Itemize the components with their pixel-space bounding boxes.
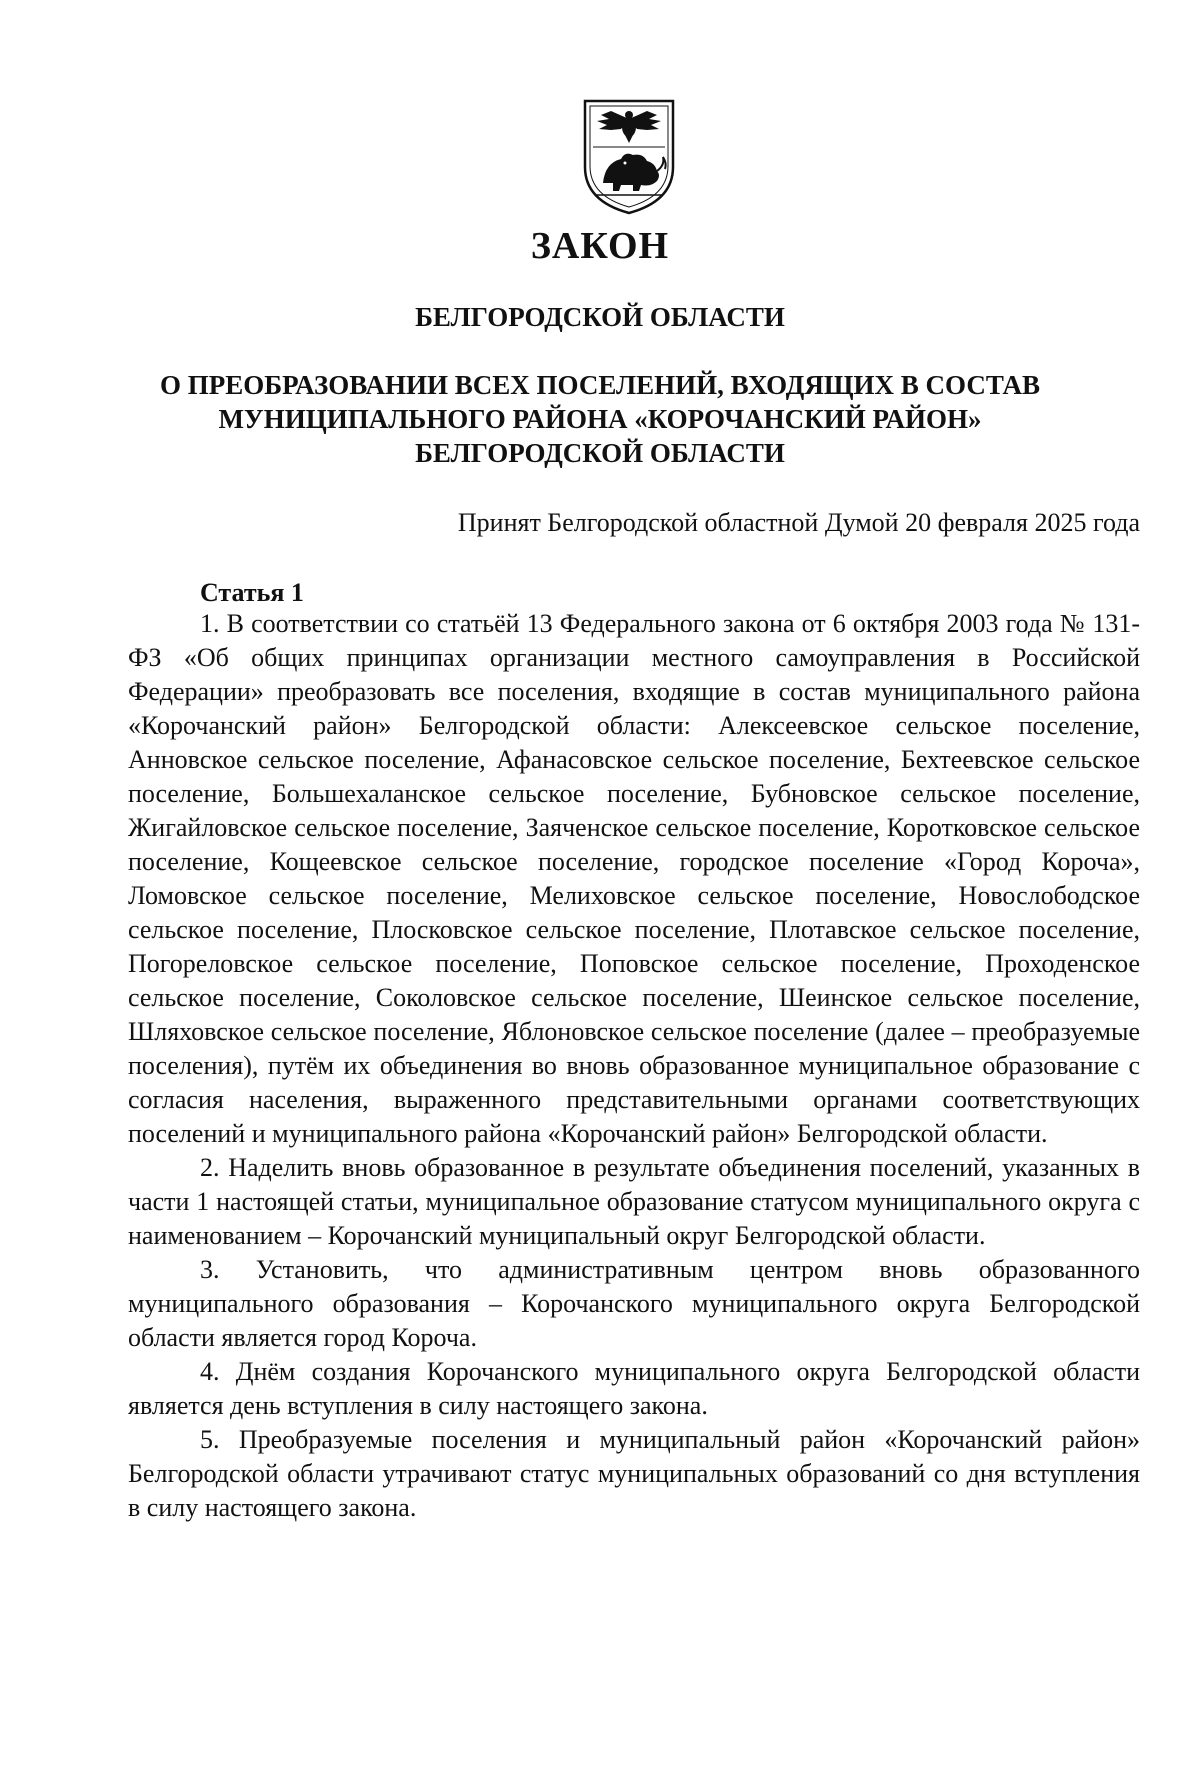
law-name xyxy=(100,368,1100,470)
article-paragraph: 4. Днём создания Корочанского муниципального округа Белгородской области является день вступления в силу настоящего закона. xyxy=(128,1357,1140,1420)
article-body xyxy=(128,607,1140,1525)
law-name-line: МУНИЦИПАЛЬНОГО РАЙОНА «КОРОЧАНСКИЙ РАЙОН» xyxy=(218,404,982,434)
law-name-line: О ПРЕОБРАЗОВАНИИ ВСЕХ ПОСЕЛЕНИЙ, ВХОДЯЩИХ В СОСТАВ xyxy=(159,370,1041,400)
document-region: БЕЛГОРОДСКОЙ ОБЛАСТИ xyxy=(415,302,785,332)
article-heading: Статья 1 xyxy=(200,578,304,607)
article-paragraph: 5. Преобразуемые поселения и муниципальный район «Корочанский район» Белгородской области утрачивают статус муниципальных образований со дня вступления в силу настоящего закона. xyxy=(128,1425,1140,1522)
article-paragraph: 2. Наделить вновь образованное в результате объединения поселений, указанных в части 1 настоящей статьи, муниципальное образование статусом муниципального округа с наименованием – Корочанский муниципальный округ Белгородской области. xyxy=(128,1153,1140,1250)
article-paragraph: 3. Установить, что административным центром вновь образованного муниципального образования – Корочанского муниципального округа Белгородской области является город Короча. xyxy=(128,1255,1140,1352)
adoption-statement: Принят Белгородской областной Думой 20 февраля 2025 года xyxy=(457,508,1140,537)
belgorod-coat-of-arms-icon xyxy=(581,97,677,217)
article-paragraph: 1. В соответствии со статьёй 13 Федерального закона от 6 октября 2003 года № 131-ФЗ «Об общих принципах организации местного самоуправления в Российской Федерации» преобразовать все поселения, входящие в состав муниципального района «Корочанский район» Белгородской области: Алексеевское сельское поселение, Анновское сельское поселение, Афанасовское сельское поселение, Бехтеевское сельское поселение, Большехаланское сельское поселение, Бубновское сельское поселение, Жигайловское сельское поселение, Заяченское сельское поселение, Коротковское сельское поселение, Кощеевское сельское поселение, городское поселение «Город Короча», Ломовское сельское поселение, Мелиховское сельское поселение, Новослободское сельское поселение, Плосковское сельское поселение, Плотавское сельское поселение, Погореловское сельское поселение, Поповское сельское поселение, Проходенское сельское поселение, Соколовское сельское поселение, Шеинское сельское поселение, Шляховское сельское поселение, Яблоновское сельское поселение (далее – преобразуемые поселения), путём их объединения во вновь образованное муниципальное образование с согласия населения, выраженного представительными органами соответствующих поселений и муниципального района «Корочанский район» Белгородской области. xyxy=(128,609,1140,1148)
document-title: ЗАКОН xyxy=(530,225,670,267)
law-name-line: БЕЛГОРОДСКОЙ ОБЛАСТИ xyxy=(415,438,785,468)
